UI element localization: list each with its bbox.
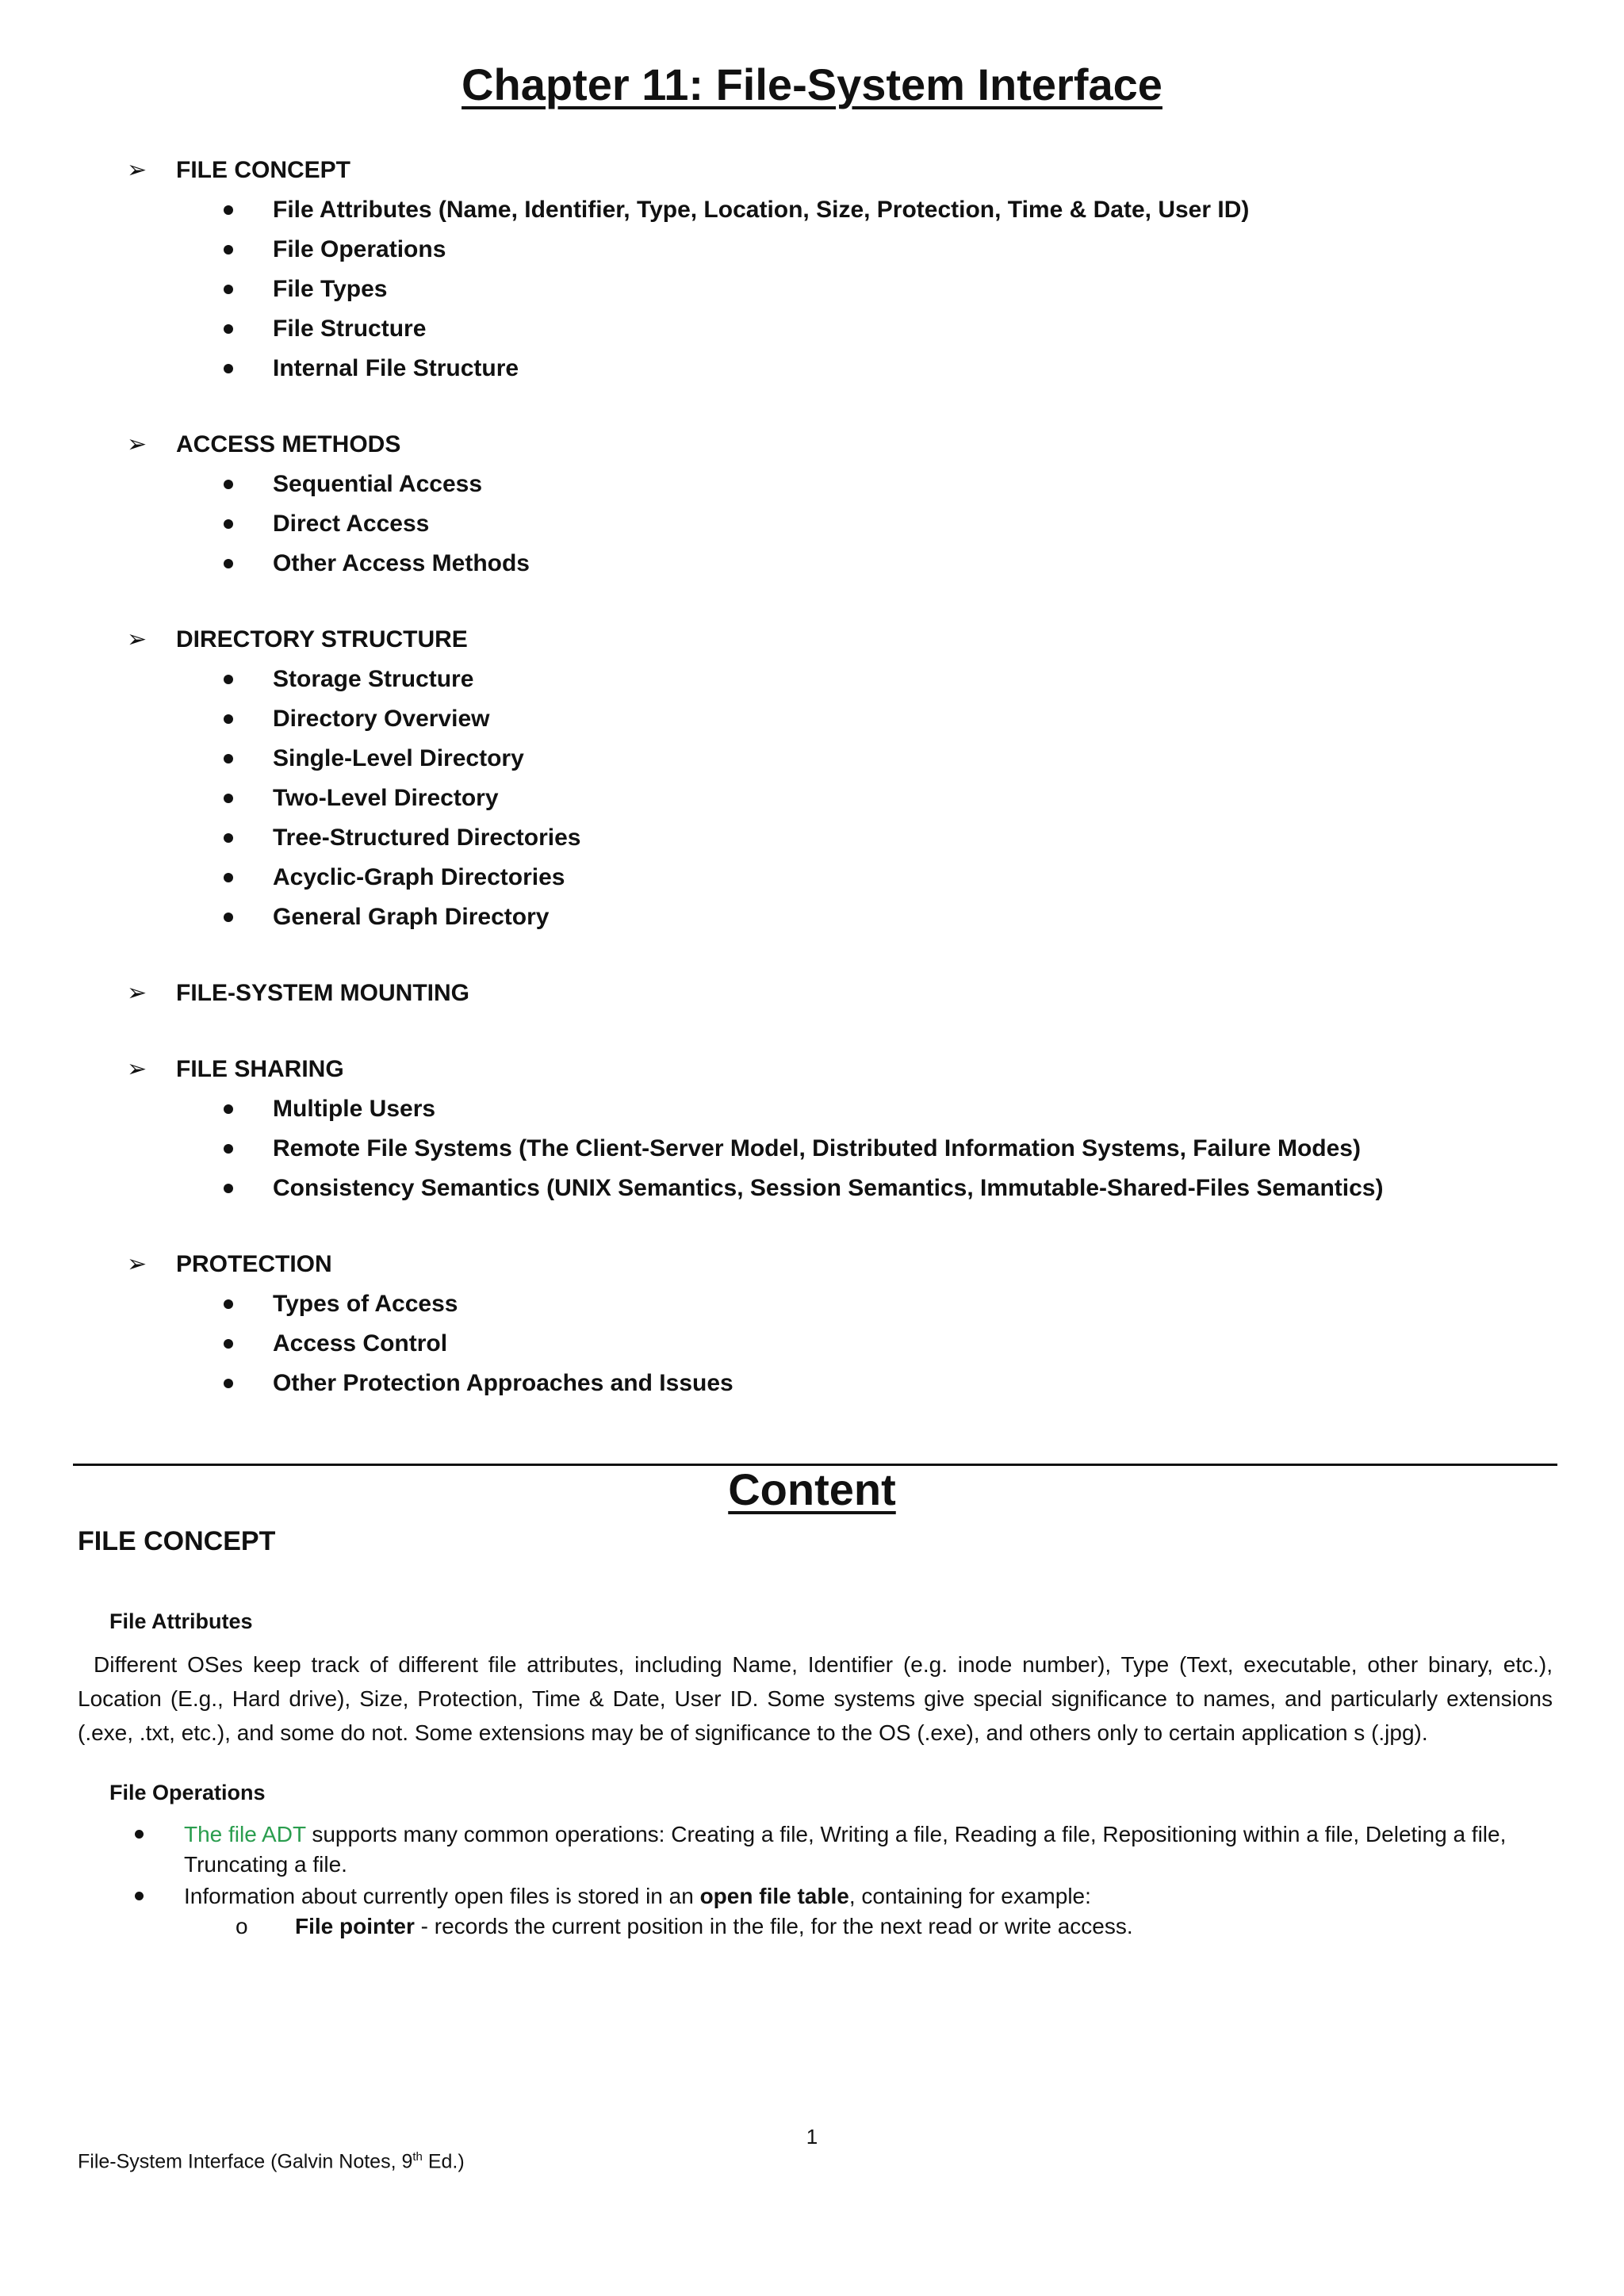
arrow-bullet-icon: ➢ bbox=[127, 157, 147, 183]
bullet-icon bbox=[224, 205, 233, 215]
outline-item-text: File Types bbox=[273, 276, 388, 302]
open-files-text: Information about currently open files is stored in an bbox=[184, 1884, 700, 1908]
list-item bbox=[224, 504, 1554, 544]
outline-bullet-list bbox=[127, 1089, 1554, 1208]
outline-section-heading bbox=[127, 1245, 1554, 1284]
outline-item-text: Types of Access bbox=[273, 1291, 458, 1317]
list-item bbox=[224, 190, 1554, 230]
outline-heading-text: DIRECTORY STRUCTURE bbox=[176, 626, 468, 652]
bullet-icon bbox=[224, 754, 233, 763]
outline-section-heading bbox=[127, 1050, 1554, 1089]
arrow-bullet-icon: ➢ bbox=[127, 1251, 147, 1277]
outline-item-text: Consistency Semantics (UNIX Semantics, Session Semantics, Immutable-Shared-Files Semantics) bbox=[273, 1175, 1384, 1201]
arrow-bullet-icon: ➢ bbox=[127, 626, 147, 652]
sub-list-item bbox=[184, 1911, 1554, 1942]
outline-item-text: Remote File Systems (The Client-Server Model, Distributed Information Systems, Failure Modes) bbox=[273, 1135, 1361, 1161]
page-number: 1 bbox=[806, 2125, 818, 2149]
outline-bullet-list bbox=[127, 465, 1554, 584]
list-item bbox=[224, 1284, 1554, 1324]
list-item bbox=[224, 1089, 1554, 1129]
arrow-bullet-icon: ➢ bbox=[127, 1056, 147, 1082]
list-item bbox=[224, 1324, 1554, 1364]
outline-item-text: Internal File Structure bbox=[273, 355, 519, 381]
file-operations-heading: File Operations bbox=[109, 1781, 266, 1804]
bullet-icon bbox=[224, 1144, 233, 1154]
sub-bullet-icon: o bbox=[236, 1914, 248, 1938]
list-item bbox=[224, 897, 1554, 937]
bullet-icon bbox=[224, 913, 233, 922]
outline-section-heading bbox=[127, 425, 1554, 465]
list-item bbox=[224, 349, 1554, 388]
content-section-heading: FILE CONCEPT bbox=[78, 1526, 276, 1556]
list-item bbox=[224, 660, 1554, 699]
outline-item-text: File Operations bbox=[273, 236, 446, 262]
outline-heading-text: FILE CONCEPT bbox=[176, 157, 351, 183]
list-item bbox=[224, 1129, 1554, 1169]
file-attributes-paragraph: Different OSes keep track of different file attributes, including Name, Identifier (e.g. inode number), Type (Text, executable, other binary, etc.), Location (E.g., Hard drive), Size, Protection, Time & Date, User ID. Some systems give special significance to names, and particularly extensions (.exe, .txt, etc.), and some do not. Some extensions may be of significance to the OS (.exe), and others only to certain application s (.jpg). bbox=[78, 1652, 1553, 1745]
list-item bbox=[224, 465, 1554, 504]
file-pointer-term: File pointer bbox=[295, 1914, 415, 1938]
bullet-icon bbox=[224, 480, 233, 489]
bullet-icon bbox=[224, 324, 233, 334]
outline-bullet-list bbox=[127, 660, 1554, 937]
outline-item-text: General Graph Directory bbox=[273, 904, 550, 930]
outline-section bbox=[127, 1050, 1554, 1208]
outline-bullet-list bbox=[127, 190, 1554, 388]
outline-item-text: Acyclic-Graph Directories bbox=[273, 864, 565, 890]
outline-section bbox=[127, 1245, 1554, 1403]
chapter-outline bbox=[127, 151, 1554, 1440]
outline-heading-text: ACCESS METHODS bbox=[176, 431, 401, 457]
outline-section bbox=[127, 620, 1554, 937]
list-item bbox=[224, 544, 1554, 584]
outline-section bbox=[127, 974, 1554, 1013]
file-operations-list bbox=[135, 1820, 1554, 1943]
bullet-icon bbox=[224, 675, 233, 684]
outline-heading-text: PROTECTION bbox=[176, 1251, 332, 1277]
chapter-title: Chapter 11: File-System Interface bbox=[462, 59, 1162, 109]
file-attributes-heading: File Attributes bbox=[109, 1609, 253, 1633]
outline-item-text: File Attributes (Name, Identifier, Type, Location, Size, Protection, Time & Date, User ID) bbox=[273, 197, 1250, 223]
outline-heading-text: FILE SHARING bbox=[176, 1056, 344, 1082]
list-item bbox=[224, 699, 1554, 739]
file-pointer-text: - records the current position in the file, for the next read or write access. bbox=[414, 1914, 1133, 1938]
arrow-bullet-icon: ➢ bbox=[127, 431, 147, 457]
list-item bbox=[224, 818, 1554, 858]
bullet-icon bbox=[224, 1104, 233, 1114]
open-file-table-term: open file table bbox=[699, 1884, 849, 1908]
outline-item-text: Other Access Methods bbox=[273, 550, 530, 576]
list-item bbox=[224, 230, 1554, 270]
list-item bbox=[224, 309, 1554, 349]
file-adt-link[interactable]: The file ADT bbox=[184, 1822, 306, 1846]
list-item bbox=[135, 1820, 1554, 1880]
outline-item-text: File Structure bbox=[273, 316, 427, 342]
bullet-icon bbox=[224, 245, 233, 254]
operations-text: supports many common operations: Creating a file, Writing a file, Reading a file, Repositioning within a file, Deleting a file, Truncating a file. bbox=[184, 1822, 1507, 1877]
bullet-icon bbox=[224, 873, 233, 882]
bullet-icon bbox=[224, 519, 233, 529]
outline-item-text: Two-Level Directory bbox=[273, 785, 499, 811]
list-item bbox=[224, 739, 1554, 779]
outline-heading-text: FILE-SYSTEM MOUNTING bbox=[176, 980, 469, 1006]
list-item bbox=[224, 779, 1554, 818]
list-item bbox=[224, 270, 1554, 309]
open-files-text-end: , containing for example: bbox=[848, 1884, 1091, 1908]
bullet-icon bbox=[224, 1339, 233, 1349]
outline-item-text: Other Protection Approaches and Issues bbox=[273, 1370, 733, 1396]
bullet-icon bbox=[224, 1379, 233, 1388]
bullet-icon bbox=[135, 1830, 144, 1839]
outline-section-heading bbox=[127, 151, 1554, 190]
bullet-icon bbox=[224, 1184, 233, 1193]
bullet-icon bbox=[224, 833, 233, 843]
outline-bullet-list bbox=[127, 1284, 1554, 1403]
outline-item-text: Directory Overview bbox=[273, 706, 490, 732]
bullet-icon bbox=[224, 714, 233, 724]
outline-section-heading bbox=[127, 620, 1554, 660]
outline-item-text: Sequential Access bbox=[273, 471, 483, 497]
content-title: Content bbox=[728, 1464, 896, 1514]
outline-item-text: Storage Structure bbox=[273, 666, 474, 692]
list-item bbox=[224, 1364, 1554, 1403]
bullet-icon bbox=[135, 1892, 144, 1900]
outline-section-heading bbox=[127, 974, 1554, 1013]
list-item bbox=[224, 1169, 1554, 1208]
bullet-icon bbox=[224, 1299, 233, 1309]
bullet-icon bbox=[224, 285, 233, 294]
arrow-bullet-icon: ➢ bbox=[127, 980, 147, 1006]
list-item bbox=[135, 1881, 1554, 1942]
outline-section bbox=[127, 425, 1554, 584]
bullet-icon bbox=[224, 794, 233, 803]
outline-item-text: Single-Level Directory bbox=[273, 745, 524, 771]
outline-item-text: Multiple Users bbox=[273, 1096, 436, 1122]
outline-item-text: Tree-Structured Directories bbox=[273, 825, 581, 851]
outline-item-text: Access Control bbox=[273, 1330, 448, 1357]
page-footer: File-System Interface (Galvin Notes, 9th Ed.) bbox=[78, 2150, 465, 2173]
bullet-icon bbox=[224, 559, 233, 568]
outline-section bbox=[127, 151, 1554, 388]
outline-item-text: Direct Access bbox=[273, 511, 430, 537]
list-item bbox=[224, 858, 1554, 897]
bullet-icon bbox=[224, 364, 233, 373]
